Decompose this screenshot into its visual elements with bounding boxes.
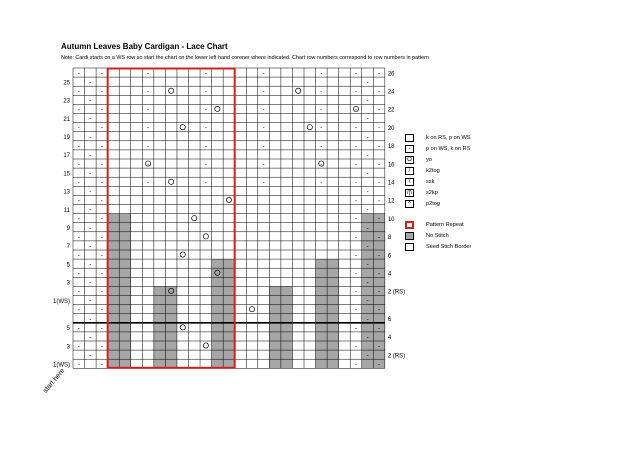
purl-symbol: - <box>377 361 381 369</box>
legend-symbol: - <box>408 146 411 152</box>
purl-symbol: - <box>89 261 92 269</box>
purl-symbol: - <box>77 70 80 78</box>
yarn-over-symbol <box>203 234 208 239</box>
purl-symbol: - <box>366 261 369 269</box>
row-label-left: 23 <box>63 98 70 105</box>
row-label-right: 4 <box>387 271 392 278</box>
purl-symbol: - <box>100 324 103 332</box>
row-label-right: 12 <box>387 198 395 205</box>
purl-symbol: - <box>262 124 265 132</box>
purl-symbol: - <box>377 161 381 169</box>
yarn-over-symbol <box>215 106 220 111</box>
start-here-label: start here <box>42 367 67 395</box>
row-label-left: 21 <box>63 116 70 123</box>
row-label-left: 7 <box>66 244 70 251</box>
purl-symbol: - <box>204 124 207 132</box>
legend-label: yo <box>426 157 432 163</box>
purl-symbol: - <box>354 252 358 260</box>
purl-symbol: - <box>354 215 358 223</box>
purl-symbol: - <box>354 161 358 169</box>
purl-symbol: - <box>262 106 265 114</box>
row-label-right: 4 <box>387 335 392 342</box>
legend-item <box>405 145 545 154</box>
purl-symbol: - <box>262 70 265 78</box>
purl-symbol: - <box>320 88 323 96</box>
row-label-right: 16 <box>387 162 395 169</box>
purl-symbol: - <box>354 270 358 278</box>
purl-symbol: - <box>100 70 103 78</box>
purl-symbol: - <box>377 124 381 132</box>
legend-label: Pattern Repeat <box>426 222 464 228</box>
purl-symbol: - <box>366 297 369 305</box>
legend-label: Seed Stich Border <box>426 244 472 250</box>
legend-symbol: /|\ <box>407 190 412 196</box>
purl-symbol: - <box>366 315 369 323</box>
knit-blank-icon <box>405 134 414 142</box>
yarn-over-circle-icon <box>405 156 414 164</box>
purl-symbol: - <box>100 252 103 260</box>
purl-symbol: - <box>354 70 358 78</box>
row-label-right: 24 <box>387 89 395 96</box>
purl-symbol: - <box>89 133 92 141</box>
purl-symbol: - <box>100 106 103 114</box>
yarn-over-symbol <box>169 179 174 184</box>
purl-symbol: - <box>354 324 358 332</box>
purl-symbol: - <box>377 215 381 223</box>
purl-symbol: - <box>77 252 80 260</box>
purl-symbol: - <box>262 179 265 187</box>
purl-symbol: - <box>366 170 369 178</box>
purl-symbol: - <box>100 288 103 296</box>
purl-symbol: - <box>354 88 358 96</box>
purl-symbol: - <box>100 270 103 278</box>
purl-symbol: - <box>77 270 80 278</box>
purl-symbol: - <box>89 224 92 232</box>
purl-symbol: - <box>146 161 150 169</box>
purl-symbol: - <box>77 324 80 332</box>
purl-symbol: - <box>100 343 103 351</box>
purl-symbol: - <box>377 142 381 150</box>
yarn-over-symbol <box>180 325 185 330</box>
row-label-right: 6 <box>387 253 392 260</box>
legend-label: k2tog <box>426 168 440 174</box>
purl-symbol: - <box>366 151 369 159</box>
purl-symbol: - <box>100 161 103 169</box>
purl-symbol: - <box>100 124 103 132</box>
row-label-left: 3 <box>66 344 70 351</box>
purl-symbol: - <box>366 188 369 196</box>
row-label-left: 13 <box>63 189 70 196</box>
purl-symbol: - <box>89 315 92 323</box>
legend-label: k on RS, p on WS <box>426 135 471 141</box>
purl-symbol: - <box>320 70 323 78</box>
legend-label: p on WS, k on RS <box>426 146 471 152</box>
row-label-right: 26 <box>387 71 395 78</box>
purl-symbol: - <box>77 306 80 314</box>
purl-symbol: - <box>262 142 265 150</box>
row-label-right: 22 <box>387 107 395 114</box>
purl-symbol: - <box>354 197 358 205</box>
yarn-over-symbol <box>249 307 254 312</box>
purl-symbol: - <box>89 333 92 341</box>
purl-symbol: - <box>377 88 381 96</box>
gray-box-icon <box>405 232 414 240</box>
purl-symbol: - <box>366 97 369 105</box>
purl-symbol: - <box>377 179 381 187</box>
row-label-right: 2 (RS) <box>387 289 406 296</box>
purl-symbol: - <box>77 343 80 351</box>
row-label-left: 5 <box>66 262 70 269</box>
purl-symbol: - <box>89 115 92 123</box>
purl-symbol: - <box>366 206 369 214</box>
legend-item <box>405 178 545 187</box>
purl-symbol: - <box>89 242 92 250</box>
purl-symbol: - <box>146 124 150 132</box>
purl-symbol: - <box>366 115 369 123</box>
purl-symbol: - <box>100 215 103 223</box>
legend-label: s2kp <box>426 190 438 196</box>
row-label-left: 25 <box>63 80 70 87</box>
yarn-over-symbol <box>296 88 301 93</box>
row-label-left: 5 <box>66 326 70 333</box>
purl-symbol: - <box>354 288 358 296</box>
purl-symbol: - <box>100 88 103 96</box>
purl-symbol: - <box>377 233 381 241</box>
purl-symbol: - <box>204 161 207 169</box>
row-label-left: 1(WS) <box>53 362 70 369</box>
ssk-backslash-icon <box>405 178 414 186</box>
row-label-left: 9 <box>66 225 70 232</box>
purl-symbol: - <box>366 242 369 250</box>
row-label-right: 2 (RS) <box>387 353 406 360</box>
yarn-over-symbol <box>226 197 231 202</box>
row-label-right: 18 <box>387 144 395 151</box>
k2tog-slash-icon <box>405 167 414 175</box>
purl-symbol: - <box>366 352 369 360</box>
purl-symbol: - <box>146 142 150 150</box>
purl-symbol: - <box>377 306 381 314</box>
purl-symbol: - <box>262 88 265 96</box>
p2tog-caret-icon <box>405 200 414 208</box>
legend-item <box>405 156 545 165</box>
purl-symbol: - <box>100 233 103 241</box>
legend-item <box>405 134 545 143</box>
legend-item <box>405 232 545 241</box>
row-label-right: 6 <box>387 316 392 323</box>
row-label-left: 3 <box>66 280 70 287</box>
yarn-over-symbol <box>192 216 197 221</box>
purl-symbol: - <box>77 88 80 96</box>
purl-symbol: - <box>366 224 369 232</box>
purl-symbol: - <box>77 124 80 132</box>
purl-symbol: - <box>366 79 369 87</box>
legend-item <box>405 221 545 230</box>
purl-symbol: - <box>262 161 265 169</box>
purl-symbol: - <box>354 306 358 314</box>
legend-item <box>405 189 545 198</box>
yarn-over-symbol <box>203 343 208 348</box>
purl-symbol: - <box>89 206 92 214</box>
row-label-right: 20 <box>387 125 395 132</box>
purl-symbol: - <box>377 252 381 260</box>
legend-item <box>405 243 545 252</box>
purl-symbol: - <box>377 197 381 205</box>
purl-symbol: - <box>320 142 323 150</box>
purl-symbol: - <box>89 151 92 159</box>
row-label-right: 14 <box>387 180 395 187</box>
yarn-over-symbol <box>169 88 174 93</box>
purl-symbol: - <box>204 142 207 150</box>
purl-symbol: - <box>377 324 381 332</box>
purl-symbol: - <box>366 333 369 341</box>
purl-symbol: - <box>100 179 103 187</box>
purl-symbol: - <box>77 215 80 223</box>
purl-symbol: - <box>146 179 150 187</box>
purl-symbol: - <box>354 106 358 114</box>
purl-symbol: - <box>77 179 80 187</box>
purl-symbol: - <box>377 70 381 78</box>
purl-symbol: - <box>320 161 323 169</box>
row-label-left: 17 <box>63 153 70 160</box>
purl-symbol: - <box>77 161 80 169</box>
purl-symbol: - <box>354 343 358 351</box>
purl-dash-icon <box>405 145 414 153</box>
purl-symbol: - <box>204 106 207 114</box>
purl-symbol: - <box>354 179 358 187</box>
purl-symbol: - <box>100 142 103 150</box>
legend-item <box>405 200 545 209</box>
purl-symbol: - <box>89 279 92 287</box>
purl-symbol: - <box>377 270 381 278</box>
purl-symbol: - <box>89 297 92 305</box>
purl-symbol: - <box>77 142 80 150</box>
legend-label: ssk <box>426 179 435 185</box>
purl-symbol: - <box>320 179 323 187</box>
row-label-left: 11 <box>63 207 70 214</box>
purl-symbol: - <box>100 306 103 314</box>
white-box-icon <box>405 243 414 251</box>
purl-symbol: - <box>146 70 150 78</box>
purl-symbol: - <box>204 88 207 96</box>
purl-symbol: - <box>377 288 381 296</box>
row-label-left: 15 <box>63 171 70 178</box>
row-label-left: 19 <box>63 134 70 141</box>
purl-symbol: - <box>320 124 323 132</box>
legend-label: p2tog <box>426 201 440 207</box>
row-label-right: 8 <box>387 235 392 242</box>
purl-symbol: - <box>89 188 92 196</box>
purl-symbol: - <box>89 352 92 360</box>
red-box-icon <box>405 221 414 229</box>
left-row-labels <box>53 80 71 368</box>
legend-symbol: ^ <box>408 201 411 207</box>
purl-symbol: - <box>204 70 207 78</box>
row-label-right: 10 <box>387 216 395 223</box>
purl-symbol: - <box>89 97 92 105</box>
purl-symbol: - <box>100 361 103 369</box>
purl-symbol: - <box>77 361 80 369</box>
yarn-over-symbol <box>180 125 185 130</box>
chart-title: Autumn Leaves Baby Cardigan - Lace Chart <box>61 42 228 51</box>
purl-symbol: - <box>146 88 150 96</box>
purl-symbol: - <box>100 197 103 205</box>
purl-symbol: - <box>354 124 358 132</box>
purl-symbol: - <box>377 343 381 351</box>
chart-note: Note: Cardi starts on a WS row so start the chart on the lower left hand corener where indicated. Chart row numbers correspond to row numbers in pattern <box>61 55 429 61</box>
purl-symbol: - <box>146 106 150 114</box>
yarn-over-symbol <box>180 252 185 257</box>
legend-symbol: / <box>408 168 411 174</box>
legend-item <box>405 167 545 176</box>
purl-symbol: - <box>77 288 80 296</box>
legend-symbol: \ <box>408 179 411 185</box>
yarn-over-symbol <box>307 125 312 130</box>
row-label-left: 1(WS) <box>53 298 70 305</box>
purl-symbol: - <box>354 233 358 241</box>
s2kp-icon <box>405 189 414 197</box>
legend-label: No Stitch <box>426 233 449 239</box>
purl-symbol: - <box>354 142 358 150</box>
purl-symbol: - <box>204 179 207 187</box>
purl-symbol: - <box>77 197 80 205</box>
legend-symbol: O <box>407 157 412 163</box>
purl-symbol: - <box>77 233 80 241</box>
right-row-labels <box>388 71 405 359</box>
purl-symbol: - <box>320 106 323 114</box>
purl-symbol: - <box>89 79 92 87</box>
purl-symbol: - <box>366 133 369 141</box>
purl-symbol: - <box>354 361 358 369</box>
purl-symbol: - <box>77 106 80 114</box>
purl-symbol: - <box>377 106 381 114</box>
purl-symbol: - <box>366 279 369 287</box>
purl-symbol: - <box>89 170 92 178</box>
